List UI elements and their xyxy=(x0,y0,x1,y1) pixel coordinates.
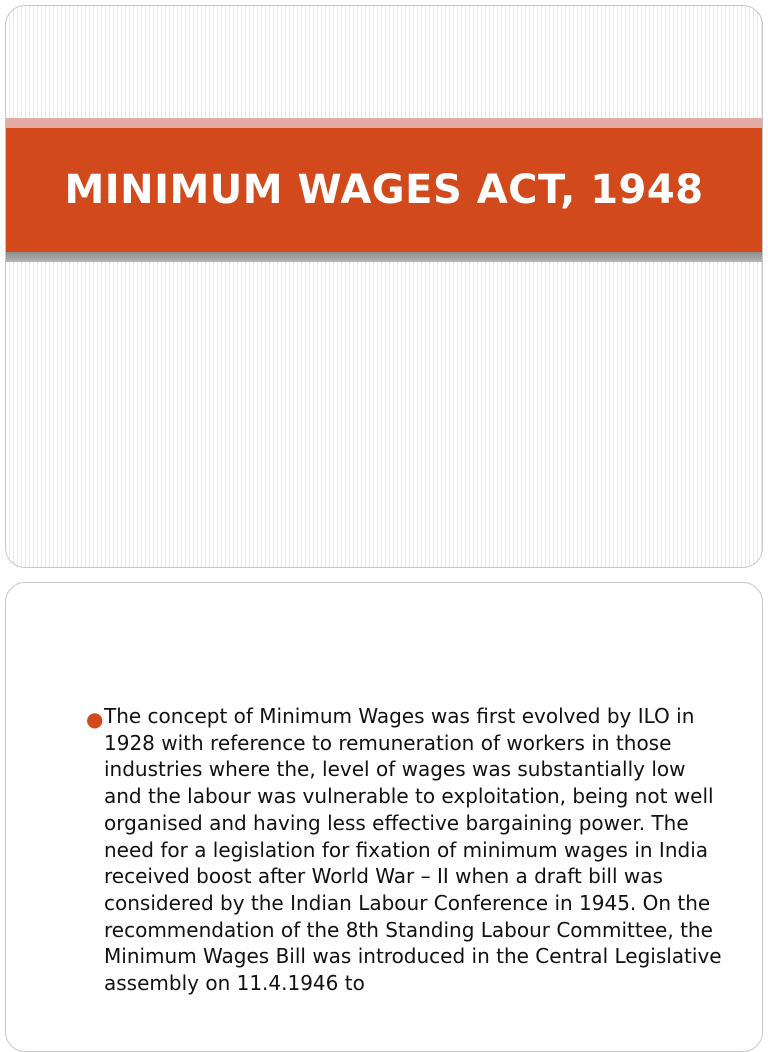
bullet-text: The concept of Minimum Wages was first evolved by ILO in 1928 with reference to remuneration of workers in those industries where the, level of wages was substantially low and the labour was vulnerable to exploitation, being not well organised and having less effective bargaining power. The need for a legislation for fixation of minimum wages in India received boost after World War – II when a draft bill was considered by the Indian Labour Conference in 1945. On the recommendation of the 8th Standing Labour Committee, the Minimum Wages Bill was introduced in the Central Legislative assembly on 11.4.1946 to xyxy=(104,704,722,996)
title-band-top-stripe xyxy=(6,118,762,128)
slide-title: MINIMUM WAGES ACT, 1948 xyxy=(64,167,704,213)
content-slide xyxy=(5,582,763,1052)
title-slide xyxy=(5,5,763,568)
bullet-item xyxy=(86,703,726,997)
title-band xyxy=(6,128,762,252)
title-band-shadow xyxy=(6,252,762,262)
bullet-icon: ● xyxy=(86,707,104,731)
